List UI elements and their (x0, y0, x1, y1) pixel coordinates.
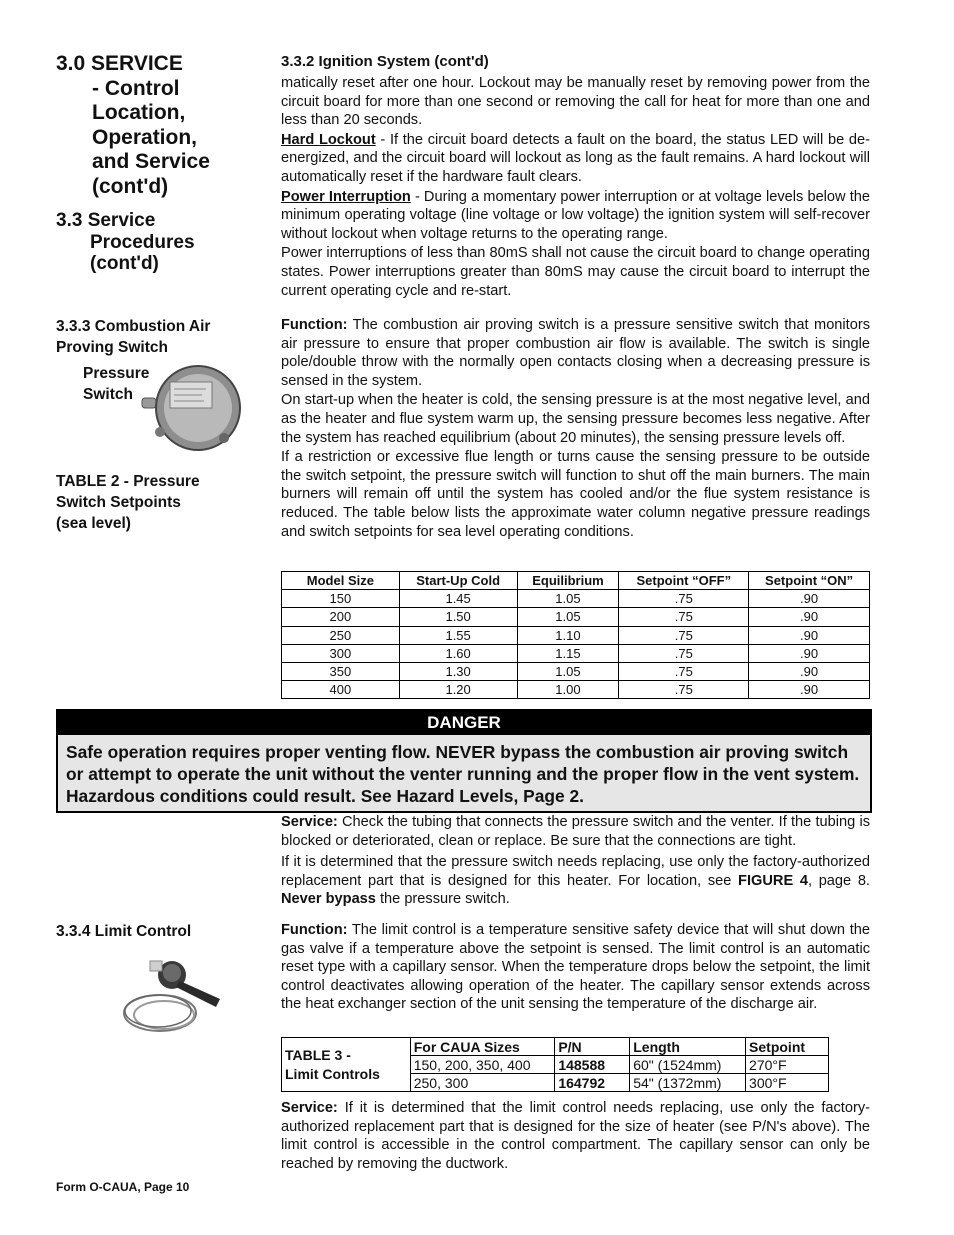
paragraph: Power interruptions of less than 80mS shall not cause the circuit board to change operating states. Power interruptions greater than 80mS may cause the circuit board to interrupt the current operating cycle and re-start. (281, 245, 870, 299)
combustion-title (56, 316, 210, 358)
paragraph (281, 813, 870, 850)
table-cell: 150, 200, 350, 400 (410, 1056, 555, 1074)
table-cell: 1.55 (399, 626, 517, 644)
table-cell: .90 (749, 644, 870, 662)
limit-control-image (120, 955, 228, 1037)
subheading-line: (cont'd) (90, 253, 159, 274)
paragraph (281, 316, 870, 390)
column-header: Start-Up Cold (399, 572, 517, 590)
text-run: the pressure switch. (375, 891, 510, 908)
ignition-title: 3.3.2 Ignition System (cont'd) (281, 53, 489, 70)
table-cell: .75 (619, 590, 749, 608)
combustion-body (281, 316, 870, 541)
table-cell: 1.20 (399, 681, 517, 699)
table-row (282, 590, 870, 608)
limit-controls-table (281, 1037, 829, 1092)
paragraph (281, 188, 870, 244)
table-header-row (282, 1038, 829, 1056)
table-cell: 1.00 (517, 681, 619, 699)
limit-body (281, 921, 870, 1014)
service-text: If it is determined that the limit control needs replacing, use only the factory-authorized replacement part that is designed for the size of heater (see P/N's above). The limit control is accessible in the control compartment. The capillary sensor can only be reached by removing the ductwork. (281, 1100, 870, 1172)
table-cell: 60" (1524mm) (630, 1056, 746, 1074)
table-cell: 1.05 (517, 662, 619, 680)
table-cell: 270°F (746, 1056, 829, 1074)
text-run: If it is determined that the pressure switch needs replacing, use only the factory-authorized replacement part that is designed for this heater. For location, see (281, 854, 870, 889)
table-header-row (282, 572, 870, 590)
limit-title: 3.3.4 Limit Control (56, 923, 192, 940)
pressure-setpoints-table (281, 571, 870, 699)
column-header: Length (630, 1038, 746, 1056)
service-label: Service: (281, 814, 338, 830)
table-cell: .75 (619, 626, 749, 644)
subsection-heading (56, 210, 195, 275)
column-header: Model Size (282, 572, 400, 590)
section-heading (56, 52, 210, 199)
table-cell: 1.30 (399, 662, 517, 680)
table-cell: 164792 (555, 1074, 630, 1092)
hard-lockout-text: - If the circuit board detects a fault on the board, the status LED will be de-energized, and the circuit board will lockout as long as the fault remains. A hard lockout will automatically reset if the hardware fault clears. (281, 131, 870, 185)
caption-line: Switch Setpoints (56, 494, 181, 511)
power-interruption-text: - During a momentary power interruption or at voltage levels below the minimum operating voltage (line voltage or low voltage) the ignition system will self-recover without lockout when voltage returns to the operating range. (281, 188, 870, 242)
function-text: The combustion air proving switch is a pressure sensitive switch that monitors air pressure to ensure that proper combustion air flow is available. The switch is single pole/double throw with the normally open contacts closing when a decreasing pressure is sensed in the system. (281, 317, 870, 389)
service-text: Check the tubing that connects the pressure switch and the venter. If the tubing is blocked or deteriorated, clean or replace. Be sure that the connections are tight. (281, 814, 870, 849)
danger-text: Safe operation requires proper venting flow. NEVER bypass the combustion air proving switch or attempt to operate the unit without the venter running and the proper flow in the vent system. Hazardous conditions could result. See Hazard Levels, Page 2. (66, 742, 860, 806)
table-cell: .90 (749, 681, 870, 699)
table-cell: .90 (749, 662, 870, 680)
page-footer: Form O-CAUA, Page 10 (56, 1180, 190, 1194)
table-cell: 300°F (746, 1074, 829, 1092)
column-header: P/N (555, 1038, 630, 1056)
paragraph (281, 1099, 870, 1173)
table-cell: .90 (749, 626, 870, 644)
figure-reference: FIGURE 4 (738, 872, 808, 889)
paragraph: On start-up when the heater is cold, the sensing pressure is at the most negative level, and as the heater and flue system warm up, the sensing pressure becomes less negative. After the system has reached equilibrium (about 20 minutes), the sensing pressure levels off. (281, 392, 870, 446)
text-run: , page 8. (807, 872, 870, 889)
caption-line: (sea level) (56, 515, 131, 532)
table-cell: 300 (282, 644, 400, 662)
title-line: 3.3.3 Combustion Air (56, 318, 211, 335)
hard-lockout-label: Hard Lockout (281, 131, 376, 148)
function-text: The limit control is a temperature sensitive safety device that will shut down the gas valve if a temperature above the setpoint is sensed. The limit control is an automatic reset type with a capillary sensor. When the temperature drops below the setpoint, the limit control deactivates allowing operation of the heater. The capillary sensor extends across the heat exchanger section of the unit sensing the temperature of the discharge air. (281, 922, 870, 1013)
table-cell: .75 (619, 681, 749, 699)
heading-line: - Control (92, 76, 180, 100)
pressure-switch-image (140, 362, 242, 457)
table-cell: .75 (619, 644, 749, 662)
column-header: Setpoint “OFF” (619, 572, 749, 590)
function-label: Function: (281, 922, 348, 938)
service-body (281, 813, 870, 909)
table-cell: 54" (1372mm) (630, 1074, 746, 1092)
limit-service-body (281, 1099, 870, 1173)
table-row (282, 662, 870, 680)
power-interruption-label: Power Interruption (281, 188, 411, 205)
paragraph (281, 131, 870, 187)
service-label: Service: (281, 1100, 338, 1116)
table-cell: 350 (282, 662, 400, 680)
table-row (282, 644, 870, 662)
table-cell: 1.15 (517, 644, 619, 662)
table-row (282, 626, 870, 644)
heading-line: (cont'd) (92, 174, 169, 198)
table3-caption (282, 1038, 411, 1092)
paragraph (281, 853, 870, 909)
never-bypass-text: Never bypass (281, 891, 376, 908)
table-cell: 1.60 (399, 644, 517, 662)
table-cell: .75 (619, 608, 749, 626)
heading-line: 3.0 SERVICE (56, 52, 183, 75)
caption-line: TABLE 2 - Pressure (56, 473, 200, 490)
table-cell: 400 (282, 681, 400, 699)
table-cell: 250 (282, 626, 400, 644)
table-cell: 148588 (555, 1056, 630, 1074)
ignition-body (281, 74, 870, 300)
table-cell: .90 (749, 608, 870, 626)
table-cell: .90 (749, 590, 870, 608)
table-cell: 1.50 (399, 608, 517, 626)
column-header: Setpoint “ON” (749, 572, 870, 590)
paragraph (281, 921, 870, 1014)
label-line: Pressure (83, 365, 150, 382)
label-line: Switch (83, 386, 133, 403)
danger-box (56, 709, 872, 813)
heading-line: and Service (92, 150, 210, 173)
caption-line: Limit Controls (285, 1065, 380, 1082)
heading-line: Location, (92, 101, 186, 124)
table-cell: .75 (619, 662, 749, 680)
title-line: Proving Switch (56, 339, 168, 356)
subheading-line: Procedures (90, 231, 195, 253)
column-header: Setpoint (746, 1038, 829, 1056)
table-row (282, 608, 870, 626)
subheading-line: 3.3 Service (56, 210, 156, 231)
paragraph: If a restriction or excessive flue length or turns cause the sensing pressure to be outside the switch setpoint, the pressure switch will function to shut off the main burners. The main burners will remain off until the system has cooled and/or the flue system resistance is reduced. The table below lists the approximate water column negative pressure readings and switch setpoints for sea level operating conditions. (281, 449, 870, 540)
paragraph: matically reset after one hour. Lockout may be manually reset by removing power from the circuit board for more than one second or removing the call for heat for more than one and less than 20 seconds. (281, 75, 870, 129)
table-cell: 200 (282, 608, 400, 626)
table-cell: 150 (282, 590, 400, 608)
caption-line: TABLE 3 - (285, 1046, 351, 1063)
table-row (282, 681, 870, 699)
table-cell: 1.45 (399, 590, 517, 608)
heading-line: Operation, (92, 125, 198, 149)
danger-title: DANGER (58, 711, 870, 735)
table-cell: 1.05 (517, 608, 619, 626)
function-label: Function: (281, 317, 348, 333)
table-cell: 1.10 (517, 626, 619, 644)
column-header: For CAUA Sizes (410, 1038, 555, 1056)
column-header: Equilibrium (517, 572, 619, 590)
table-cell: 1.05 (517, 590, 619, 608)
table-cell: 250, 300 (410, 1074, 555, 1092)
table2-caption (56, 471, 200, 534)
